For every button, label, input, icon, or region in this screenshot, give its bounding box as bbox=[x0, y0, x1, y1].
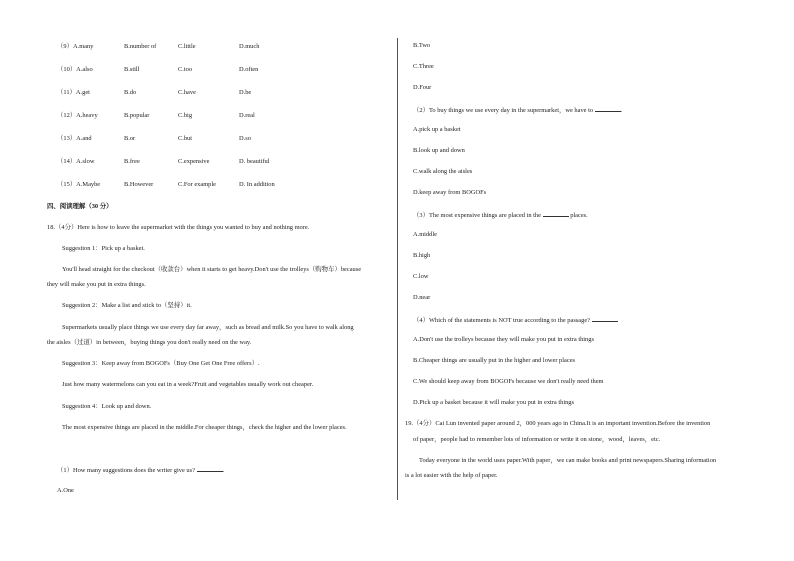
option-c: C.big bbox=[178, 112, 193, 119]
suggestion1-title: Suggestion 1：Pick up a basket. bbox=[62, 245, 145, 252]
option-q9: （9）A.many bbox=[57, 43, 94, 50]
option-c: C.little bbox=[178, 43, 196, 50]
question-3-option-d: D.near bbox=[413, 294, 431, 301]
question-4-text: （4）Which of the statements is NOT true according to the passage? bbox=[413, 317, 590, 324]
option-b: B.number of bbox=[124, 43, 157, 50]
passage18-intro: 18.（4分）Here is how to leave the supermarket with the things you wanted to buy and nothing more. bbox=[47, 224, 310, 231]
question-2-text: （2）To buy things we use every day in the supermarket，we have to bbox=[413, 107, 594, 114]
question-1-option-c: C.Three bbox=[413, 63, 434, 70]
option-d: D.be bbox=[239, 89, 252, 96]
passage19-line4: is a lot easier with the help of paper. bbox=[405, 472, 498, 479]
option-d: D.often bbox=[239, 66, 259, 73]
question-4-stem bbox=[413, 315, 618, 325]
option-q12: （12）A.heavy bbox=[57, 112, 98, 119]
option-b: B.or bbox=[124, 135, 136, 142]
question-2-stem: （2）To buy things we use every day in the supermarket，we have to . bbox=[413, 107, 623, 114]
passage19-line3: Today everyone in the world uses paper.With paper，we can make books and print newspapers.Sharing information bbox=[419, 457, 717, 464]
option-b: B.still bbox=[124, 66, 140, 73]
option-q13: （13）A.and bbox=[57, 135, 92, 142]
question-4-option-d: D.Pick up a basket because it will make you put in extra things bbox=[413, 399, 574, 406]
question-4-option-a: A.Don't use the trolleys because they will make you put in extra things bbox=[413, 336, 594, 343]
question-3-text: （3）The most expensive things are placed in the bbox=[413, 212, 541, 219]
question-3-stem bbox=[413, 210, 588, 220]
option-q15: （15）A.Maybe bbox=[57, 181, 101, 188]
option-c: C.expensive bbox=[178, 158, 210, 165]
option-b: B.popular bbox=[124, 112, 150, 119]
suggestion1-body-cont: they will make you put in extra things. bbox=[47, 281, 146, 288]
passage19-line2: of paper，people had to remember lots of information or write it on stone，wood，leaves，etc. bbox=[413, 436, 661, 443]
suggestion2-body: Supermarkets usually place things we use every day far away，such as bread and milk.So you have to walk along bbox=[62, 324, 354, 331]
column-divider bbox=[397, 38, 398, 500]
suggestion3-body: Just how many watermelons can you eat in a week?Fruit and vegetables usually work out cheaper. bbox=[62, 381, 314, 388]
question-2-option-b: B.look up and down bbox=[413, 147, 465, 154]
suggestion2-title: Suggestion 2：Make a list and stick to（坚持）it. bbox=[62, 302, 192, 309]
question-4-option-c: C.We should keep away from BOGOFs because we don't really need them bbox=[413, 378, 604, 385]
answer-blank[interactable] bbox=[197, 465, 223, 472]
option-b: B.do bbox=[124, 89, 137, 96]
question-2-option-c: C.walk along the aisles bbox=[413, 168, 473, 175]
option-c: C.too bbox=[178, 66, 193, 73]
option-c: C.have bbox=[178, 89, 196, 96]
suggestion4-body: The most expensive things are placed in the middle.For cheaper things，check the higher and the lower places. bbox=[62, 424, 347, 431]
question-1-option-a: A.One bbox=[57, 487, 74, 494]
question-3-option-a: A.middle bbox=[413, 231, 437, 238]
question-4-option-b: B.Cheaper things are usually put in the higher and lower places bbox=[413, 357, 576, 364]
option-c: C.For example bbox=[178, 181, 216, 188]
question-3-option-b: B.high bbox=[413, 252, 431, 259]
option-c: C.but bbox=[178, 135, 193, 142]
suggestion2-body-cont: the aisles（过道）in between，buying things you don't really need on the way. bbox=[47, 339, 252, 346]
suggestion1-body: You'll head straight for the checkout（收款台）when it starts to get heavy.Don't use the trolleys（购物车）because bbox=[62, 266, 362, 273]
option-b: B.free bbox=[124, 158, 140, 165]
question-3-option-c: C.low bbox=[413, 273, 429, 280]
option-d: D.real bbox=[239, 112, 255, 119]
question-1-text: （1）How many suggestions does the writer give us? bbox=[57, 467, 195, 474]
option-q14: （14）A.slow bbox=[57, 158, 95, 165]
suggestion3-title: Suggestion 3：Keep away from BOGOFs（Buy One Get One Free offers）. bbox=[62, 360, 260, 367]
option-d: D.so bbox=[239, 135, 251, 142]
section-title: 四、阅读理解（30 分） bbox=[47, 203, 113, 210]
question-2-option-d: D.keep away from BOGOFs bbox=[413, 189, 487, 196]
answer-blank[interactable] bbox=[595, 105, 621, 112]
option-q11: （11）A.get bbox=[57, 89, 90, 96]
answer-blank[interactable] bbox=[543, 210, 569, 217]
question-1-option-d: D.Four bbox=[413, 84, 432, 91]
passage19-line1: 19.（4分）Cai Lun invented paper around 2，000 years ago in China.It is an important invention.Before the invention bbox=[405, 420, 711, 427]
option-q10: （10）A.also bbox=[57, 66, 93, 73]
option-d: D. beautiful bbox=[239, 158, 270, 165]
option-d: D.much bbox=[239, 43, 260, 50]
suggestion4-title: Suggestion 4：Look up and down. bbox=[62, 403, 152, 410]
question-3-tail: places. bbox=[570, 212, 588, 219]
option-d: D. In addition bbox=[239, 181, 275, 188]
question-1-stem: （1）How many suggestions does the writer give us? . bbox=[57, 467, 225, 474]
question-2-option-a: A.pick up a basket bbox=[413, 126, 461, 133]
option-b: B.However bbox=[124, 181, 154, 188]
answer-blank[interactable] bbox=[592, 315, 618, 322]
question-1-option-b: B.Two bbox=[413, 42, 431, 49]
